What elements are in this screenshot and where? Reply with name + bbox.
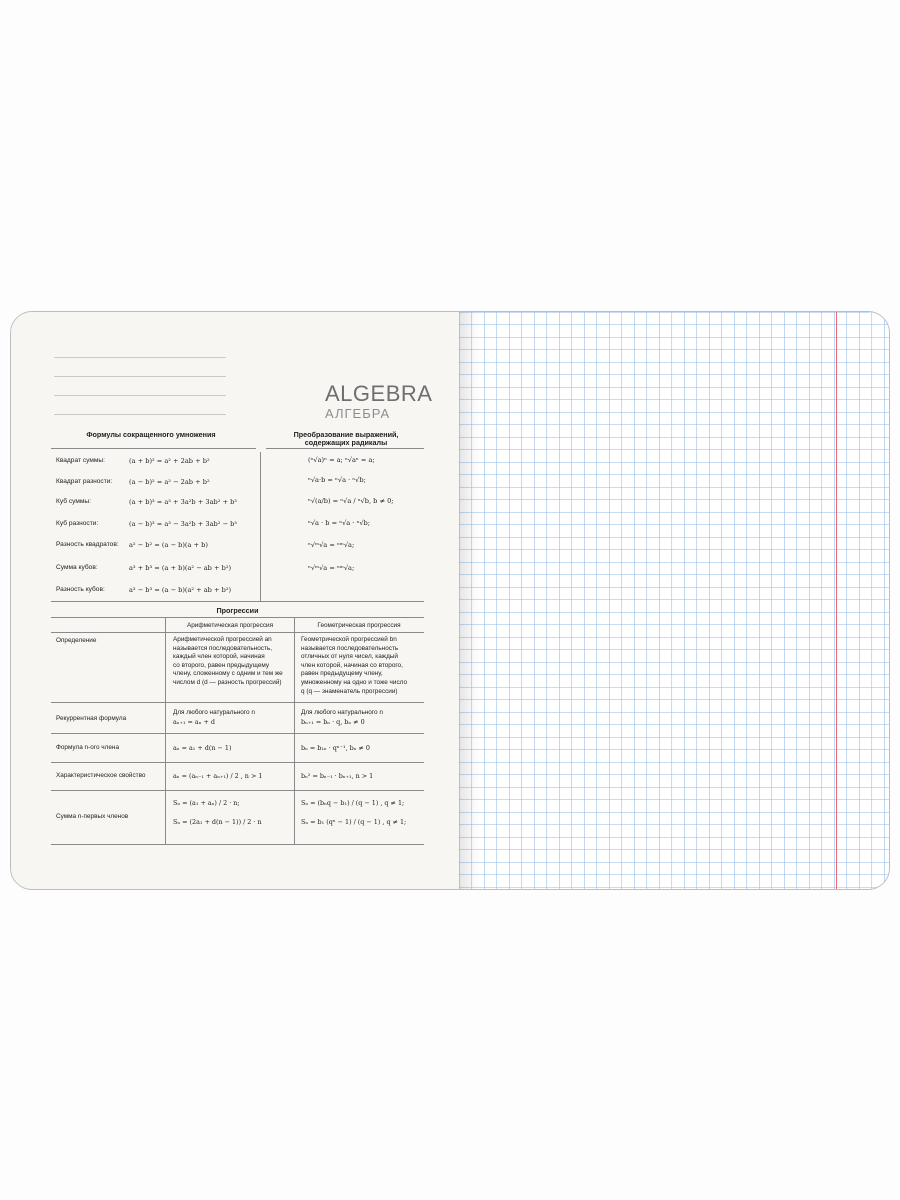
- table-row-border: [51, 733, 424, 734]
- radical-formula: ⁿ√a·b = ⁿ√a · ⁿ√b;: [308, 476, 366, 484]
- formula-label: Квадрат разности:: [56, 478, 113, 485]
- spine-shadow: [459, 312, 481, 889]
- formula-expression: (a − b)² = a² − 2ab + b²: [129, 478, 210, 486]
- formula-expression: a³ − b³ = (a − b)(a² + ab + b²): [129, 586, 232, 594]
- table-border: [51, 617, 424, 618]
- text-line: q (q — знаменатель прогрессии): [301, 687, 398, 695]
- table-top-border: [51, 601, 424, 602]
- text-line: со второго, равен предыдущему: [173, 661, 270, 669]
- text-line: Арифметической прогрессией an: [173, 636, 272, 643]
- text-line: Для любого натурального n: [173, 709, 255, 716]
- text-line: называется последовательность,: [173, 644, 272, 652]
- page-title: ALGEBRA: [325, 381, 433, 406]
- row-label-nth-term: Формула n-ого члена: [56, 744, 119, 751]
- formula-label: Разность квадратов:: [56, 541, 119, 548]
- notebook-spread: [10, 311, 890, 890]
- formula-label: Квадрат суммы:: [56, 457, 105, 464]
- formula-line: Sₙ = (bₙq − b₁) / (q − 1) , q ≠ 1;: [301, 799, 405, 807]
- graph-grid: [459, 312, 889, 889]
- formula-line: Sₙ = (2a₁ + d(n − 1)) / 2 · n: [173, 817, 262, 826]
- formula-label: Куб разности:: [56, 520, 99, 527]
- geom-recurrent: [301, 709, 426, 726]
- radicals-section-title-line2: содержащих радикалы: [304, 438, 388, 447]
- formula-expression: (a + b)³ = a³ + 3a²b + 3ab² + b³: [129, 498, 237, 506]
- progressions-title: Прогрессии: [216, 606, 259, 615]
- text-line: умноженному на одно и тоже число: [301, 678, 408, 686]
- row-label-recurrent: Рекуррентная формула: [56, 715, 127, 722]
- arith-nth-term: aₙ = a₁ + d(n − 1): [173, 744, 232, 752]
- formula-label: Разность кубов:: [56, 586, 105, 593]
- text-line: Для любого натурального n: [301, 709, 383, 716]
- geom-definition: [301, 636, 426, 696]
- formula-line: aₙ₊₁ = aₙ + d: [173, 717, 216, 726]
- table-column-divider: [294, 617, 295, 844]
- arith-characteristic: aₙ = (aₙ₋₁ + aₙ₊₁) / 2 , n > 1: [173, 772, 263, 780]
- geom-nth-term: bₙ = b₁ₙ · qⁿ⁻¹, bₙ ≠ 0: [301, 744, 370, 752]
- divider: [266, 448, 424, 449]
- text-line: называется последовательность: [301, 644, 399, 652]
- abbrev-section-title: Формулы сокращенного умножения: [86, 430, 216, 439]
- radical-formula: (ⁿ√a)ⁿ = a; ⁿ√aⁿ = a;: [308, 456, 375, 464]
- table-row-border: [51, 790, 424, 791]
- right-page-graph-paper: [459, 312, 889, 889]
- geom-sum: [301, 799, 426, 826]
- formula-line: Sₙ = b₁ (qⁿ − 1) / (q − 1) , q ≠ 1;: [301, 817, 407, 826]
- table-column-divider: [165, 617, 166, 844]
- name-line: [54, 395, 226, 396]
- text-line: равен предыдущему члену,: [301, 670, 383, 678]
- formula-expression: (a + b)² = a² + 2ab + b²: [129, 457, 210, 465]
- table-bottom-border: [51, 844, 424, 845]
- formula-line: Sₙ = (a₁ + aₙ) / 2 · n;: [173, 799, 240, 807]
- table-row-border: [51, 702, 424, 703]
- arith-recurrent: [173, 709, 293, 726]
- name-line: [54, 357, 226, 358]
- arith-definition: [173, 636, 293, 688]
- column-header-geometric: Геометрическая прогрессия: [317, 622, 401, 629]
- radical-formula: ⁿ√ᵐ√a = ⁿᵐ√a;: [308, 564, 355, 572]
- name-line: [54, 414, 226, 415]
- radical-formula: ⁿ√a · b = ⁿ√a · ⁿ√b;: [308, 519, 370, 527]
- geom-characteristic: bₙ² = bₙ₋₁ · bₙ₊₁, n > 1: [301, 772, 374, 780]
- column-divider: [260, 452, 261, 602]
- radicals-section-title-line1: Преобразование выражений,: [293, 430, 399, 439]
- text-line: каждый член которой, начиная: [173, 653, 265, 661]
- radical-formula: ⁿ√(a/b) = ⁿ√a / ⁿ√b, b ≠ 0;: [308, 497, 394, 505]
- row-label-characteristic: Характеристическое свойство: [56, 772, 146, 779]
- name-line: [54, 376, 226, 377]
- text-line: Геометрической прогрессией bn: [301, 636, 397, 643]
- formula-expression: a³ + b³ = (a + b)(a² − ab + b²): [129, 564, 232, 572]
- formula-expression: (a − b)³ = a³ − 3a²b + 3ab² − b³: [129, 520, 237, 528]
- column-header-arithmetic: Арифметическая прогрессия: [186, 622, 274, 629]
- radical-formula: ⁿ√ᵐ√a = ⁿᵐ√a;: [308, 541, 355, 549]
- margin-line: [836, 312, 837, 889]
- table-border: [51, 632, 424, 633]
- row-label-definition: Определение: [56, 637, 97, 644]
- formula-expression: a² − b² = (a − b)(a + b): [129, 541, 208, 549]
- table-row-border: [51, 762, 424, 763]
- text-line: отличных от нуля чисел, каждый: [301, 653, 398, 661]
- text-line: члену, сложенному с одним и тем же: [173, 670, 283, 678]
- text-line: числом d (d — разность прогрессий): [173, 678, 282, 686]
- arith-sum: [173, 799, 293, 826]
- divider: [51, 448, 256, 449]
- text-line: член которой, начиная со второго,: [301, 661, 403, 669]
- page-subtitle: АЛГЕБРА: [325, 406, 391, 421]
- formula-line: bₙ₊₁ = bₙ · q, bₙ ≠ 0: [301, 717, 365, 726]
- row-label-sum: Сумма n-первых членов: [56, 813, 129, 820]
- left-page-cover-inside: [11, 312, 459, 889]
- formula-label: Куб суммы:: [56, 498, 91, 505]
- formula-label: Сумма кубов:: [56, 564, 98, 571]
